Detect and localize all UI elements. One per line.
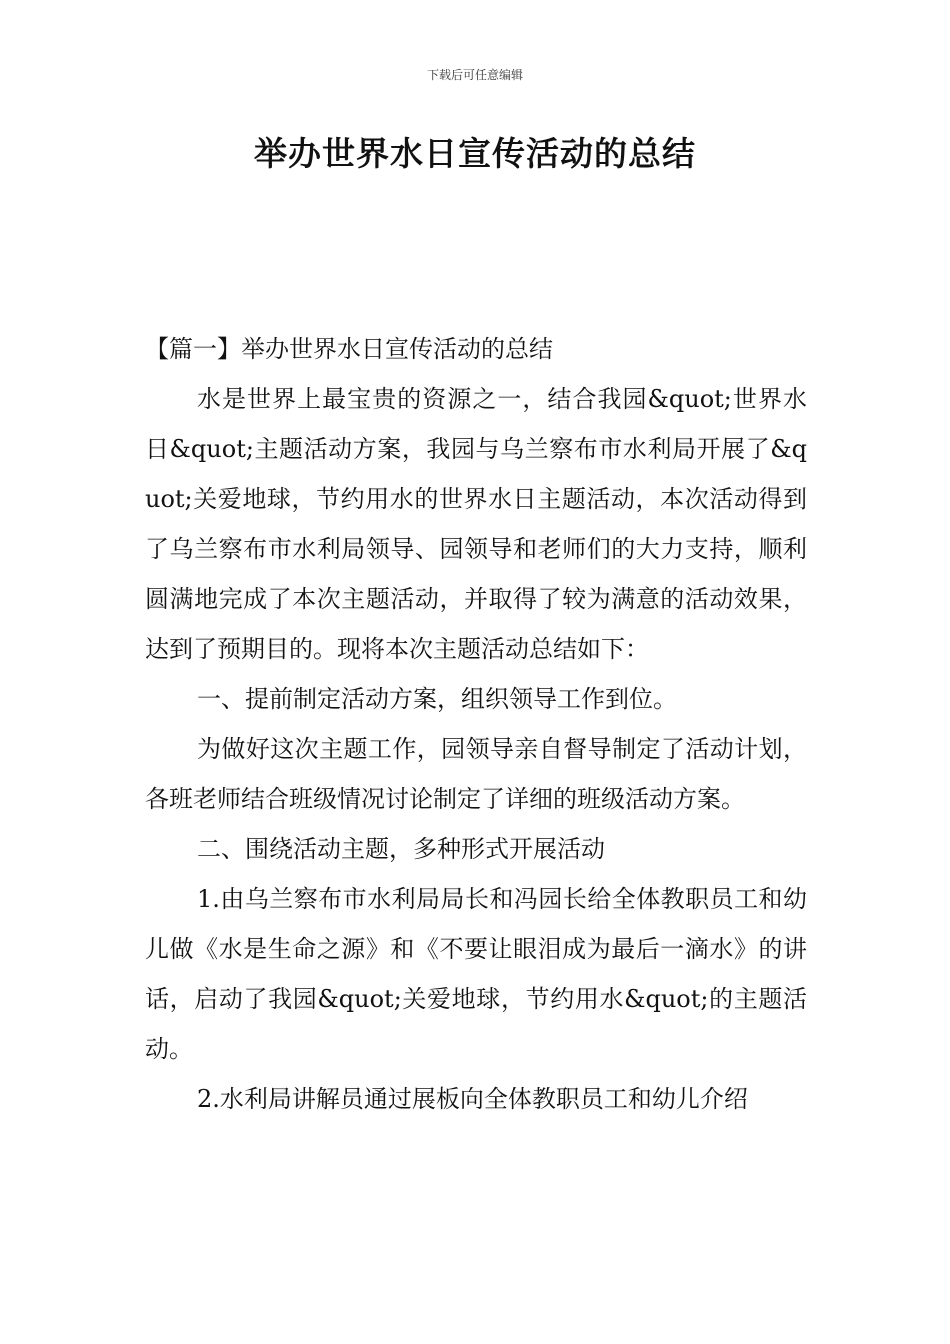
paragraph-item-1: 1.由乌兰察布市水利局局长和冯园长给全体教职员工和幼儿做《水是生命之源》和《不要让眼泪成为最后一滴水》的讲话，启动了我园&quot;关爱地球，节约用水&quot;的主题活动。 <box>145 885 807 1063</box>
document-title: 举办世界水日宣传活动的总结 <box>254 134 696 173</box>
document-body <box>145 324 807 1124</box>
paragraph-point-two-heading: 二、围绕活动主题，多种形式开展活动 <box>197 835 605 863</box>
paragraph-intro: 水是世界上最宝贵的资源之一，结合我园&quot;世界水日&quot;主题活动方案，我园与乌兰察布市水利局开展了&quot;关爱地球，节约用水的世界水日主题活动，本次活动得到了乌兰察布市水利局领导、园领导和老师们的大力支持，顺利圆满地完成了本次主题活动，并取得了较为满意的活动效果，达到了预期目的。现将本次主题活动总结如下： <box>145 385 807 663</box>
paragraph-point-one-body: 为做好这次主题工作，园领导亲自督导制定了活动计划，各班老师结合班级情况讨论制定了详细的班级活动方案。 <box>145 735 807 813</box>
header-note: 下载后可任意编辑 <box>426 68 523 82</box>
paragraph-item-2: 2.水利局讲解员通过展板向全体教职员工和幼儿介绍 <box>197 1085 748 1113</box>
section-heading: 【篇一】举办世界水日宣传活动的总结 <box>145 335 553 363</box>
paragraph-point-one-heading: 一、提前制定活动方案，组织领导工作到位。 <box>197 685 677 713</box>
